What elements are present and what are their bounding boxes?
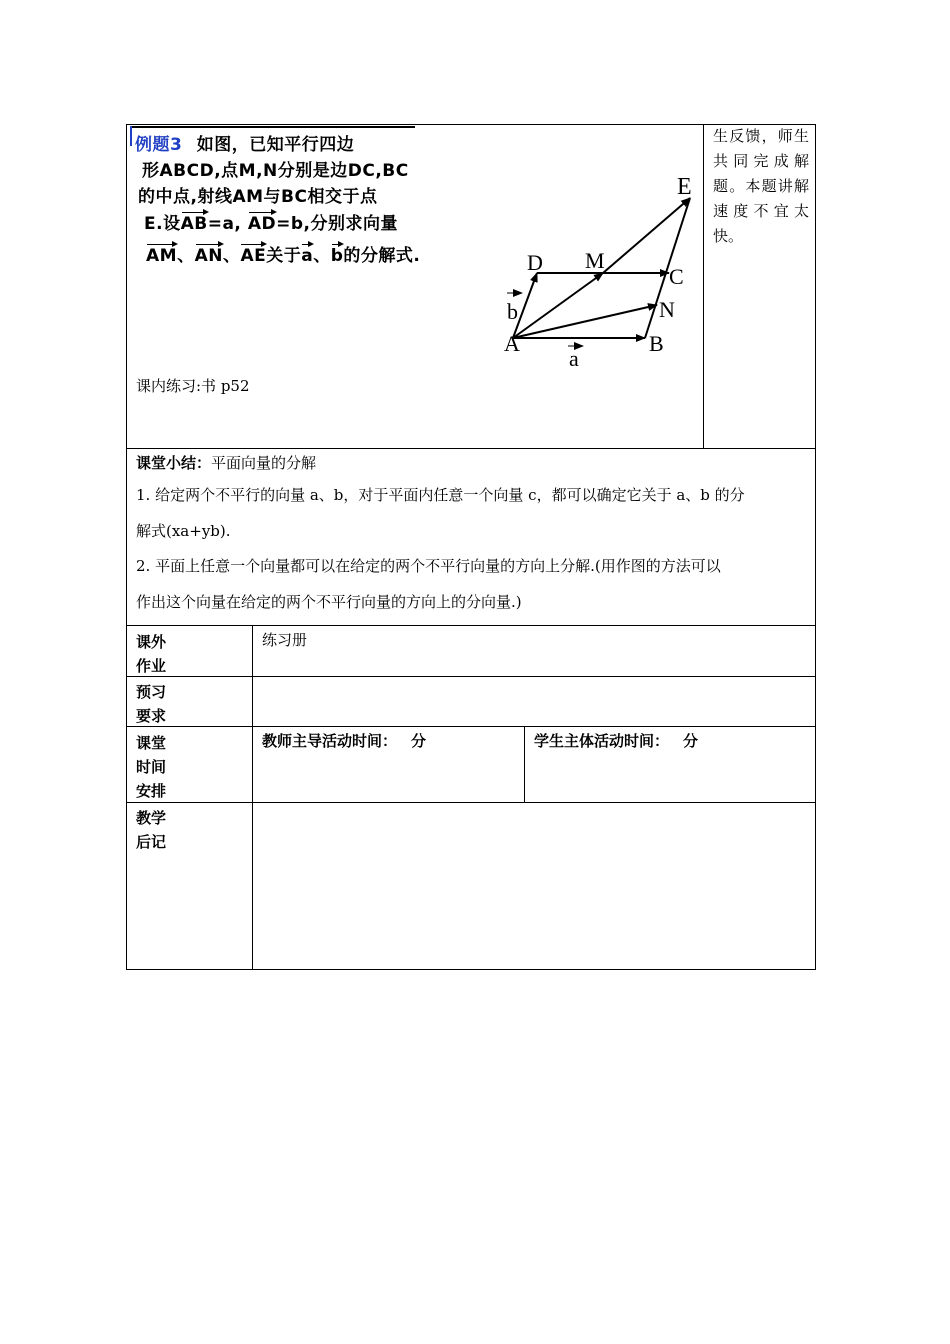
student-time (534, 731, 698, 751)
row-divider-4 (126, 726, 816, 727)
example-line-1-text: 如图，已知平行四边 (196, 135, 355, 155)
example-frame (130, 126, 415, 128)
vector-an: AN (194, 246, 223, 266)
equals-a: =a, (207, 214, 242, 234)
homework-label-line-1: 课外 (136, 633, 167, 651)
homework-label (136, 630, 166, 678)
schedule-label-line-1: 课堂 (136, 734, 167, 752)
student-time-label: 学生主体活动时间： (534, 732, 670, 750)
vector-a: a (301, 246, 314, 266)
vector-am: AM (146, 246, 178, 266)
example-line-5 (146, 241, 420, 266)
vector-ab: AB (180, 214, 208, 234)
example-line-4-suffix: 分别求向量 (310, 214, 398, 234)
equals-b: =b, (276, 214, 311, 234)
label-column-divider (252, 625, 253, 970)
table-border-right (815, 124, 816, 970)
point-label-a: A (504, 331, 520, 356)
preview-label-line-2: 要求 (136, 707, 167, 725)
separator: 、 (313, 246, 331, 266)
row-divider-2 (126, 625, 816, 626)
vector-ad: AD (247, 214, 277, 234)
example-label: 例题3 (135, 135, 183, 155)
summary-item-1-line-2: 解式(xa+yb). (136, 522, 231, 540)
point-label-e: E (677, 174, 692, 200)
table-border-left (126, 124, 127, 970)
parallelogram-diagram (495, 160, 710, 380)
teacher-time (262, 731, 426, 751)
teacher-time-unit: 分 (411, 732, 427, 750)
example-line-1 (135, 130, 354, 155)
about-word: 关于 (266, 246, 302, 266)
point-label-n: N (659, 297, 675, 322)
notes-label-line-2: 后记 (136, 833, 167, 851)
example-line-5-suffix: 的分解式. (343, 246, 421, 266)
row-divider-5 (126, 802, 816, 803)
summary-heading: 课堂小结： (136, 454, 212, 472)
summary-topic: 平面向量的分解 (211, 454, 317, 472)
example-3-block (130, 126, 430, 266)
vector-ae: AE (240, 246, 267, 266)
summary-heading-row (136, 453, 316, 473)
point-label-m: M (585, 248, 605, 273)
homework-label-line-2: 作业 (136, 657, 167, 675)
table-border-bottom (126, 969, 816, 970)
summary-item-2-line-2: 作出这个向量在给定的两个不平行向量的方向上的分向量.) (136, 593, 522, 611)
summary-item-2-line-1: 2. 平面上任意一个向量都可以在给定的两个不平行向量的方向上分解.(用作图的方法可以 (136, 557, 721, 575)
practice-note: 课内练习:书 p52 (136, 377, 250, 395)
example-line-4-prefix: E.设 (144, 214, 181, 234)
notes-label (136, 806, 166, 854)
row-divider-3 (126, 676, 816, 677)
teacher-time-label: 教师主导活动时间： (262, 732, 398, 750)
example-line-3: 的中点,射线AM与BC相交于点 (138, 187, 378, 207)
preview-label (136, 680, 166, 728)
notes-label-line-1: 教学 (136, 809, 167, 827)
side-note: 生反馈，师生共同完成解题。本题讲解速度不宜太快。 (713, 127, 809, 245)
schedule-label-line-3: 安排 (136, 782, 167, 800)
vector-b-label: b (507, 299, 518, 324)
schedule-label (136, 731, 166, 803)
separator: 、 (222, 246, 241, 266)
example-line-2: 形ABCD,点M,N分别是边DC,BC (142, 161, 409, 181)
point-label-d: D (527, 250, 543, 275)
vector-a-label: a (569, 346, 579, 371)
point-label-b: B (649, 331, 664, 356)
schedule-label-line-2: 时间 (136, 758, 167, 776)
row-divider-1 (126, 448, 816, 449)
point-label-c: C (669, 264, 684, 289)
time-column-divider (524, 726, 525, 803)
vector-b: b (330, 246, 344, 266)
example-line-4 (144, 209, 398, 234)
homework-value: 练习册 (262, 631, 308, 649)
separator: 、 (177, 246, 195, 266)
example-frame-left (130, 126, 132, 146)
summary-item-1-line-1: 1. 给定两个不平行的向量 a、b，对于平面内任意一个向量 c，都可以确定它关于 a、b 的分 (136, 486, 745, 504)
student-time-unit: 分 (683, 732, 699, 750)
preview-label-line-1: 预习 (136, 683, 167, 701)
